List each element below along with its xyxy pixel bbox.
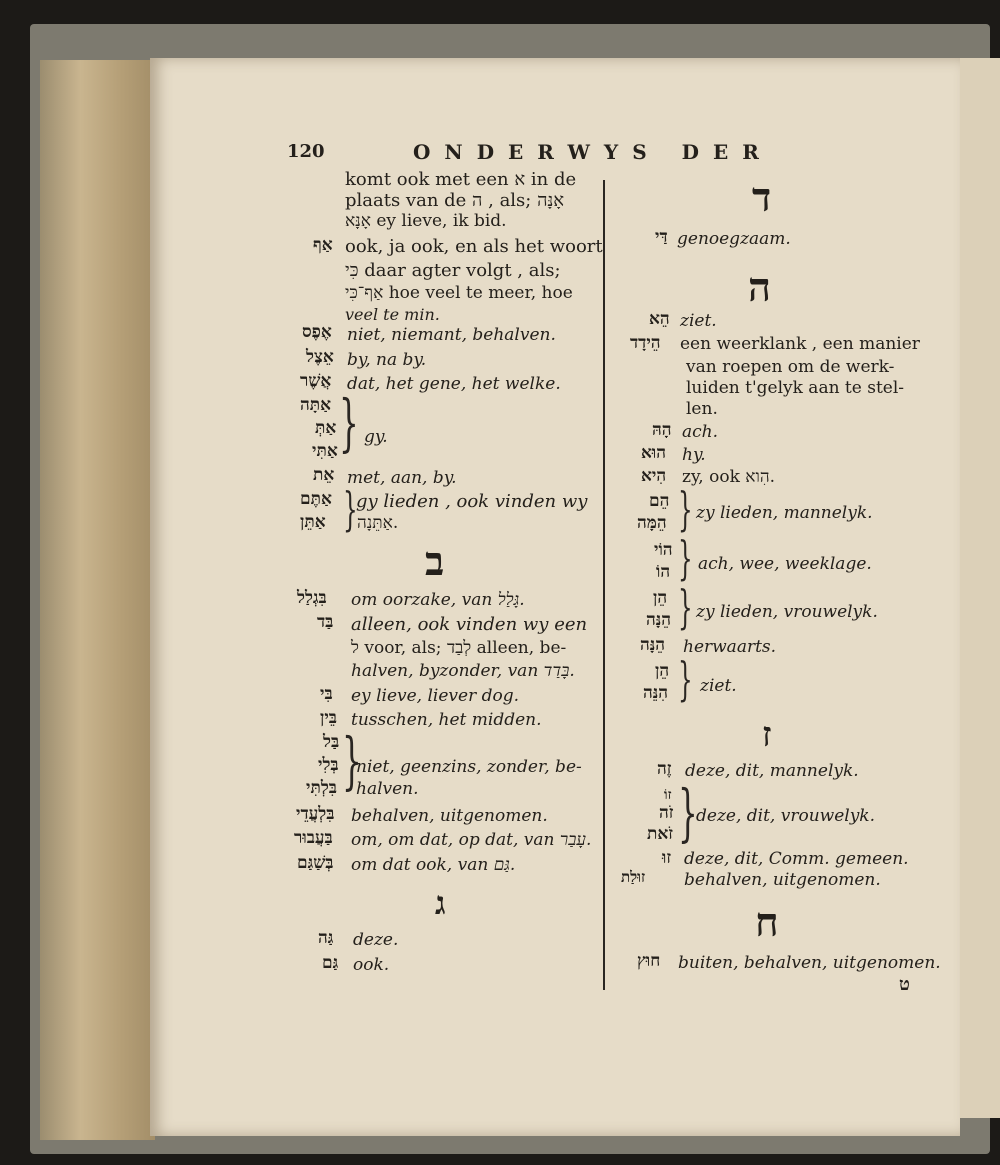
entry-text: deze, dit, Comm. gemeen.	[684, 849, 909, 869]
brace: }	[678, 531, 693, 585]
hebrew-word: הֵם	[649, 491, 670, 511]
entry-text: om, om dat, op dat, van עָבַר.	[351, 830, 592, 850]
hebrew-word: אַף	[313, 235, 333, 255]
brace: }	[342, 724, 362, 797]
hebrew-word: אֲשֶׁר	[300, 371, 332, 391]
hebrew-word: הוּא	[641, 443, 667, 463]
brace: }	[339, 386, 359, 459]
section-letter-dalet: ד	[752, 174, 772, 221]
hebrew-word: אַתֵּן	[300, 512, 326, 532]
section-letter-bet: ב	[425, 538, 445, 585]
section-letter-zayin: ז	[762, 715, 772, 755]
hebrew-word: גַּה	[318, 928, 334, 948]
entry-text: כִּי daar agter volgt , als;	[345, 260, 561, 281]
entry-text: ook.	[353, 955, 390, 975]
entry-text: genoegzaam.	[677, 229, 791, 249]
entry-text: om oorzake, van גָּלַל.	[351, 590, 525, 610]
entry-text: luiden t'gelyk aan te stel-	[686, 378, 905, 398]
entry-text: komt ook met een א in de	[345, 169, 577, 190]
hebrew-word: הִנֵּה	[643, 683, 669, 703]
entry-text: אַף־כִּי hoe veel te meer, hoe	[345, 283, 573, 303]
hebrew-word: הָהּ	[652, 420, 672, 440]
entry-text: ach, wee, weeklage.	[698, 554, 872, 574]
entry-text: gy.	[364, 427, 388, 447]
entry-text: ey lieve, liever dog.	[351, 686, 520, 706]
hebrew-word: אַתִּי	[312, 441, 338, 461]
hebrew-word: אַתָּה	[300, 395, 332, 415]
entry-text: niet, geenzins, zonder, be-	[356, 757, 582, 777]
hebrew-word: זוּלַת	[621, 868, 646, 886]
entry-text: by, na by.	[347, 350, 427, 370]
section-letter-gimel: ג	[435, 884, 446, 922]
entry-text: tusschen, het midden.	[351, 710, 542, 730]
entry-text: veel te min.	[345, 305, 440, 324]
hebrew-word: דַּי	[655, 227, 668, 247]
hebrew-word: בִּגְלַל	[297, 588, 327, 608]
entry-text: gy lieden , ook vinden wy	[356, 491, 588, 512]
signature-mark: ט	[899, 974, 910, 995]
hebrew-word: בְּשַׁגַּם	[297, 853, 334, 873]
entry-text: zy, ook הִוא.	[682, 467, 776, 487]
hebrew-word: הֵמָּה	[637, 513, 667, 533]
section-letter-he: ה	[748, 264, 772, 311]
hebrew-word: בִּלְעֲדֵי	[296, 804, 335, 824]
column-rule	[603, 180, 605, 990]
entry-text: ל voor, als; לְבַד alleen, be-	[351, 638, 567, 658]
section-letter-het: ח	[755, 899, 779, 946]
hebrew-word: בִּי	[320, 684, 333, 704]
entry-text: deze, dit, vrouwelyk.	[696, 806, 875, 826]
entry-text: zy lieden, mannelyk.	[696, 503, 873, 523]
hebrew-word: הוֹי	[654, 540, 673, 560]
brace: }	[678, 652, 693, 706]
hebrew-word: בַּל	[323, 732, 340, 752]
hebrew-word: אֶפֶס	[302, 322, 332, 342]
hebrew-word: בִּלְתִּי	[306, 778, 337, 798]
brace: }	[343, 482, 358, 536]
hebrew-word: בַּד	[317, 612, 334, 632]
running-head: ONDERWYS DER	[413, 140, 773, 164]
hebrew-word: זוֹ	[664, 787, 672, 803]
entry-text: ziet.	[680, 311, 717, 331]
entry-text: van roepen om de werk-	[686, 357, 895, 377]
entry-text: alleen, ook vinden wy een	[351, 614, 588, 635]
entry-text: אַתֵּנָה.	[357, 513, 399, 533]
entry-text: hy.	[682, 445, 706, 465]
hebrew-word: הֵנָּה	[640, 635, 666, 655]
hebrew-word: הֵידָד	[630, 333, 661, 353]
entry-text: om dat ook, van גַּם.	[351, 855, 516, 875]
hebrew-word: אֵצֶל	[306, 347, 334, 367]
entry-text: plaats van de ה , als; אָנָּה	[345, 190, 565, 211]
hebrew-word: בְּלִי	[318, 755, 339, 775]
hebrew-word: הִיא	[641, 466, 667, 486]
entry-text: behalven, uitgenomen.	[351, 806, 548, 826]
entry-text: dat, het gene, het welke.	[347, 374, 561, 394]
brace: }	[678, 580, 693, 634]
hebrew-word: אֵת	[313, 465, 335, 485]
entry-text: len.	[686, 399, 718, 419]
entry-text: met, aan, by.	[347, 468, 457, 488]
entry-text: een weerklank , een manier	[680, 334, 920, 354]
hebrew-word: חוּץ	[637, 951, 661, 971]
facing-page-edge	[960, 58, 1000, 1118]
hebrew-word: בַּעֲבוּר	[294, 828, 333, 848]
brace: }	[678, 482, 693, 536]
entry-text: ziet.	[700, 676, 737, 696]
entry-text: אָנָּא ey lieve, ik bid.	[345, 211, 507, 231]
entry-text: niet, niemant, behalven.	[347, 325, 556, 345]
hebrew-word: אַתְּ	[315, 418, 337, 438]
hebrew-word: זוּ	[662, 848, 672, 868]
entry-text: ook, ja ook, en als het woort	[345, 236, 603, 257]
hebrew-word: הֵן	[653, 588, 668, 608]
hebrew-word: אַתֶּם	[300, 489, 332, 509]
page-edges	[40, 60, 155, 1140]
entry-text: buiten, behalven, uitgenomen.	[678, 953, 941, 973]
hebrew-word: הוֹ	[656, 562, 671, 582]
entry-text: zy lieden, vrouwelyk.	[696, 602, 878, 622]
hebrew-word: הֵן	[655, 661, 670, 681]
hebrew-word: זֹה	[659, 803, 674, 823]
hebrew-word: זֶה	[657, 759, 672, 779]
entry-text: herwaarts.	[683, 637, 777, 657]
entry-text: behalven, uitgenomen.	[684, 870, 881, 890]
hebrew-word: גַּם	[322, 953, 339, 973]
entry-text: ach.	[682, 422, 719, 442]
hebrew-word: הֵנָּה	[646, 610, 672, 630]
hebrew-word: בֵּין	[320, 708, 337, 728]
book-page	[150, 58, 960, 1136]
entry-text: deze.	[353, 930, 399, 950]
hebrew-word: זֹאת	[647, 824, 674, 844]
page-number: 120	[287, 141, 325, 162]
hebrew-word: הֵא	[649, 309, 670, 329]
brace: }	[678, 776, 698, 849]
entry-text: halven, byzonder, van בָּדַד.	[351, 661, 575, 681]
entry-text: halven.	[356, 779, 419, 799]
entry-text: deze, dit, mannelyk.	[685, 761, 859, 781]
